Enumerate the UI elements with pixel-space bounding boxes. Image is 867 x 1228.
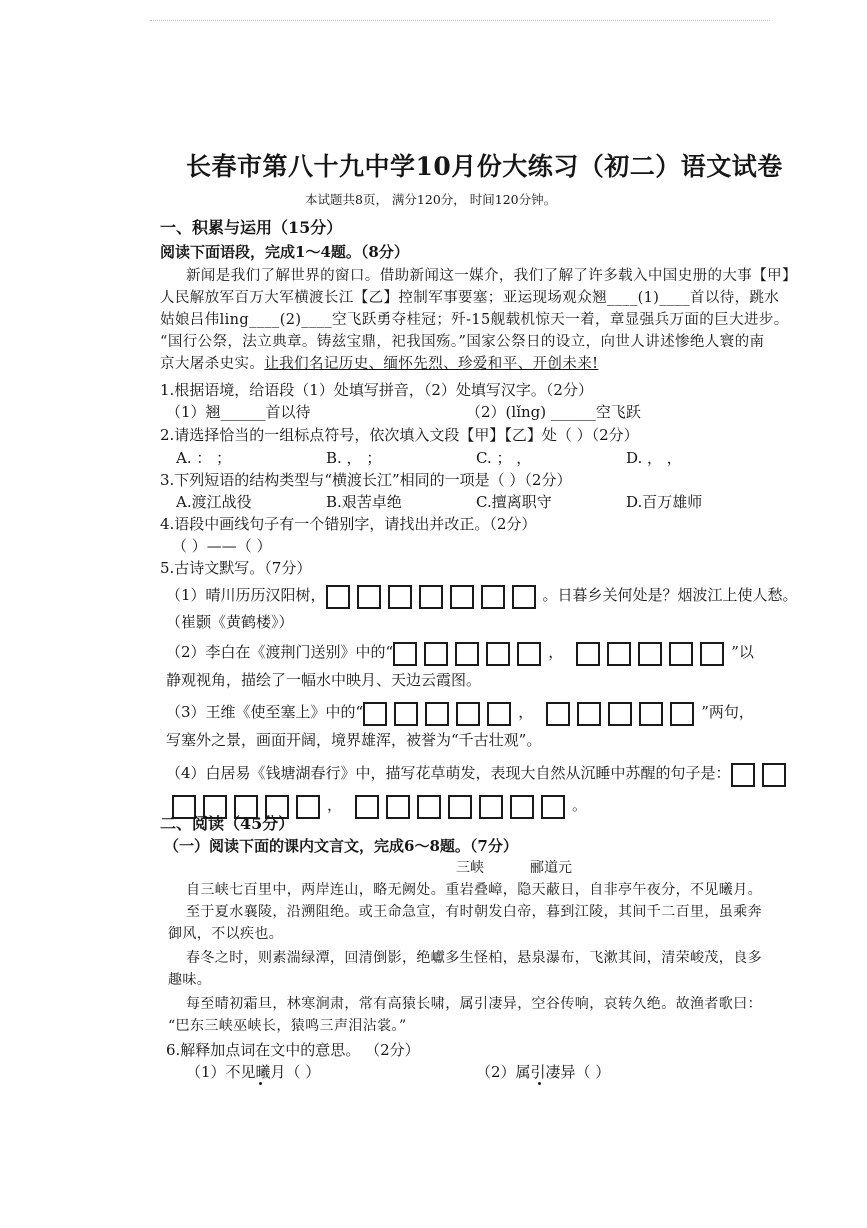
answer-box[interactable] [456, 702, 480, 726]
q5-2-suffix: ”以 [731, 643, 754, 661]
passage-text: 京大屠杀史实。 [160, 356, 265, 372]
spacer: ， [327, 796, 343, 814]
answer-box[interactable] [639, 702, 663, 726]
answer-box[interactable] [608, 702, 632, 726]
answer-box[interactable] [450, 585, 474, 609]
section-heading-1: 一、积累与运用（15分） [160, 218, 343, 237]
text-line: 每至晴初霜旦，林寒涧肃，常有高猿长啸，属引凄异，空谷传响，哀转久绝。故渔者歌曰： [186, 996, 762, 1012]
emphasis-dot [538, 1082, 541, 1085]
answer-boxes[interactable] [731, 759, 793, 789]
exam-info: 本试题共8页， 满分120分， 时间120分钟。 [305, 192, 557, 207]
answer-box[interactable] [355, 795, 379, 819]
answer-box[interactable] [393, 642, 417, 666]
answer-box[interactable] [417, 795, 441, 819]
q5-2-line [166, 637, 754, 668]
poem-title: 三峡 [456, 860, 484, 876]
question-6: 6.解释加点词在文中的意思。 （2分） [166, 1041, 420, 1059]
text-line: “巴东三峡巫峡长，猿鸣三声泪沾裳。” [168, 1018, 407, 1034]
q5-2-prefix: （2）李白在《渡荆门送别》中的“ [166, 643, 394, 661]
q5-4-prefix: （4）白居易《钱塘湖春行》中，描写花草萌发，表现大自然从沉睡中苏醒的句子是： [166, 764, 731, 782]
answer-box[interactable] [541, 795, 565, 819]
q5-3-suffix: ”两句， [701, 703, 754, 721]
q2-option-a: A. ： ； [176, 449, 232, 467]
q2-option-b: B. ， ； [326, 449, 382, 467]
question-2: 2.请选择恰当的一组标点符号，依次填入文段【甲】【乙】处（ ）（2分） [160, 426, 639, 444]
answer-box[interactable] [638, 642, 662, 666]
q3-option-c: C.擅离职守 [476, 493, 552, 511]
scan-artifact [150, 20, 770, 23]
answer-boxes[interactable] [393, 638, 548, 668]
answer-box[interactable] [486, 642, 510, 666]
answer-box[interactable] [481, 585, 505, 609]
text-line: 春冬之时，则素湍绿潭，回清倒影，绝巘多生怪柏，悬泉瀑布，飞漱其间，清荣峻茂，良多 [186, 950, 762, 966]
answer-boxes[interactable] [363, 698, 518, 728]
answer-box[interactable] [517, 642, 541, 666]
q2-option-d: D. ， ， [626, 449, 682, 467]
question-1-part-1: （1）翘______首以待 [166, 403, 311, 421]
q5-3-line [166, 697, 754, 728]
answer-boxes[interactable] [546, 698, 701, 728]
q3-option-d: D.百万雄师 [626, 493, 703, 511]
answer-box[interactable] [607, 642, 631, 666]
q5-3-prefix: （3）王维《使至塞上》中的“ [166, 703, 364, 721]
passage-line-last [160, 354, 598, 374]
answer-box[interactable] [669, 642, 693, 666]
answer-box[interactable] [576, 642, 600, 666]
answer-box[interactable] [762, 763, 786, 787]
instruction-1-4: 阅读下面语段，完成1～4题。（8分） [160, 243, 409, 261]
answer-box[interactable] [296, 795, 320, 819]
answer-box[interactable] [425, 702, 449, 726]
answer-box[interactable] [479, 795, 503, 819]
answer-box[interactable] [700, 642, 724, 666]
answer-box[interactable] [577, 702, 601, 726]
question-6-part-1: （1）不见曦月（ ） [186, 1063, 321, 1081]
question-6-part-2: （2）属引凄异（ ） [476, 1063, 611, 1081]
passage-line: 人民解放军百万大军横渡长江【乙】控制军事要塞；亚运现场观众翘____(1)____首以待，跳水 [160, 290, 780, 306]
text-line: 自三峡七百里中，两岸连山，略无阙处。重岩叠嶂，隐天蔽日，自非亭午夜分，不见曦月。 [186, 882, 762, 898]
answer-box[interactable] [510, 795, 534, 819]
answer-box[interactable] [546, 702, 570, 726]
answer-box[interactable] [424, 642, 448, 666]
answer-box[interactable] [326, 585, 350, 609]
answer-box[interactable] [670, 702, 694, 726]
spacer: ， [548, 643, 564, 661]
answer-box[interactable] [487, 702, 511, 726]
q5-1-line [166, 580, 798, 611]
q5-4-end: 。 [572, 796, 588, 814]
spacer: ， [518, 703, 534, 721]
question-1-part-2: （2）(lǐng) ______空飞跃 [466, 403, 641, 421]
q5-1-suffix: 。日暮乡关何处是？烟波江上使人愁。 [542, 586, 798, 604]
text-line: 趣味。 [168, 972, 212, 988]
instruction-6-8: （一）阅读下面的课内文言文，完成6～8题。（7分） [164, 837, 518, 855]
answer-box[interactable] [363, 702, 387, 726]
answer-box[interactable] [388, 585, 412, 609]
q5-1-prefix: （1）晴川历历汉阳树， [166, 586, 326, 604]
q5-2-description: 静观视角，描绘了一幅水中映月、天边云霞图。 [166, 671, 482, 689]
passage-line: 新闻是我们了解世界的窗口。借助新闻这一媒介，我们了解了许多载入中国史册的大事【甲】 [186, 268, 797, 284]
q2-option-c: C. ； ， [476, 449, 532, 467]
q5-3-description: 写塞外之景，画面开阔，境界雄浑，被誉为“千古壮观”。 [166, 731, 542, 749]
emphasis-dot [259, 1082, 262, 1085]
passage-line: 姑娘吕伟ling____(2)____空飞跃勇夺桂冠；歼-15舰载机惊天一着，章显强兵万面的巨大进步。 [160, 312, 789, 328]
q3-option-b: B.艰苦卓绝 [326, 493, 402, 511]
answer-boxes[interactable] [576, 638, 731, 668]
underlined-sentence: 让我们名记历史、缅怀先烈、珍爱和平、开创未来! [264, 356, 599, 372]
answer-box[interactable] [455, 642, 479, 666]
answer-box[interactable] [394, 702, 418, 726]
question-4: 4.语段中画线句子有一个错别字，请找出并改正。（2分） [160, 515, 537, 533]
passage-line: “国行公祭，法立典章。铸兹宝鼎，祀我国殇。”国家公祭日的设立，向世人讲述惨绝人寰的南 [160, 334, 765, 350]
question-1: 1.根据语境，给语段（1）处填写拼音，（2）处填写汉字。（2分） [160, 381, 593, 399]
question-5: 5.古诗文默写。（7分） [160, 559, 312, 577]
text-line: 御风，不以疾也。 [168, 926, 284, 942]
question-3: 3.下列短语的结构类型与“横渡长江”相同的一项是（ ）（2分） [160, 471, 572, 489]
text-line: 至于夏水襄陵，沿溯阻绝。或王命急宣，有时朝发白帝，暮到江陵，其间千二百里，虽乘奔 [186, 904, 762, 920]
answer-box[interactable] [731, 763, 755, 787]
answer-box[interactable] [512, 585, 536, 609]
question-4-answer-line: （ ）——（ ） [172, 537, 272, 555]
answer-box[interactable] [386, 795, 410, 819]
answer-boxes[interactable] [355, 791, 572, 821]
poem-author: 郦道元 [530, 860, 572, 876]
answer-box[interactable] [448, 795, 472, 819]
answer-box[interactable] [419, 585, 443, 609]
q5-4-line [166, 758, 793, 789]
q3-option-a: A.渡江战役 [176, 493, 252, 511]
answer-boxes[interactable] [326, 581, 543, 611]
q5-1-source: （崔颢《黄鹤楼》） [166, 613, 294, 631]
answer-box[interactable] [357, 585, 381, 609]
page-title: 长春市第八十九中学10月份大练习（初二）语文试卷 [186, 152, 783, 181]
section-heading-2: 二、阅读（45分） [160, 814, 295, 833]
